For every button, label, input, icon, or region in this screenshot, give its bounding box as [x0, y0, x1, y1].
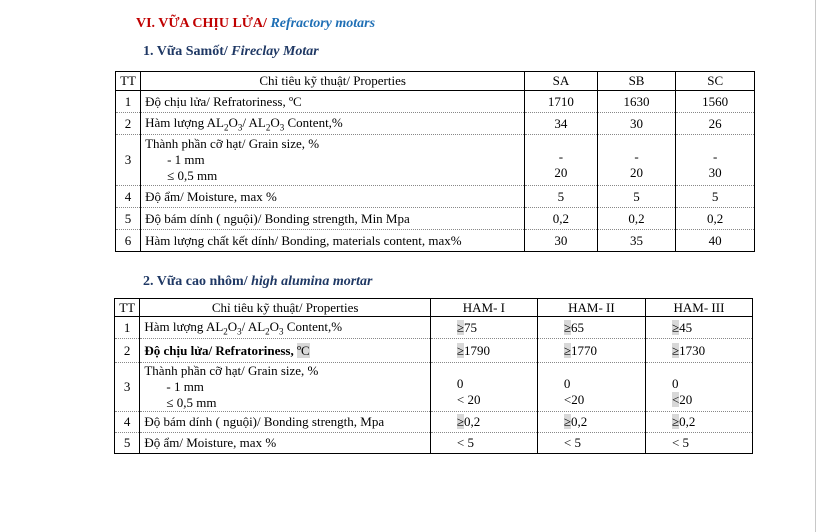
- col-sa: SA: [525, 72, 598, 91]
- subsection-2-title: 2. Vữa cao nhôm/ high alumina mortar: [143, 274, 373, 289]
- col-tt: TT: [116, 72, 141, 91]
- col-properties: Chỉ tiêu kỹ thuật/ Properties: [141, 72, 525, 91]
- page-right-border: [815, 0, 816, 532]
- high-alumina-table: [114, 298, 753, 454]
- table-row: 3 Thành phần cỡ hạt/ Grain size, % - 1 mm ≤ 0,5 mm 0 < 20 0 <20 0 <20: [115, 363, 753, 412]
- table-row: 6 Hàm lượng chất kết dính/ Bonding, materials content, max% 30 35 40: [116, 230, 755, 252]
- table-row: 1 Hàm lượng $AL_2O_3/$ $AL_2O_3$ Content,% ≥75 ≥65 ≥45: [115, 317, 753, 339]
- table-row: 2 Hàm lượng $AL_2O_3/$ $AL_2O_3$ Content,% 34 30 26: [116, 113, 755, 135]
- col-ham-3: HAM- III: [645, 299, 752, 317]
- table-row: 5 Độ bám dính ( nguội)/ Bonding strength, Min Mpa 0,2 0,2 0,2: [116, 208, 755, 230]
- table-row: 1 Độ chịu lửa/ Refratoriness, ºC 1710 1630 1560: [116, 91, 755, 113]
- table-row: 5 Độ ẩm/ Moisture, max % < 5 < 5 < 5: [115, 433, 753, 454]
- col-sc: SC: [676, 72, 755, 91]
- col-sb: SB: [597, 72, 676, 91]
- col-properties: Chỉ tiêu kỹ thuật/ Properties: [140, 299, 431, 317]
- fireclay-table: [115, 71, 755, 252]
- col-tt: TT: [115, 299, 140, 317]
- col-ham-1: HAM- I: [430, 299, 537, 317]
- table-row: 3 Thành phần cỡ hạt/ Grain size, % - 1 mm ≤ 0,5 mm - 20 - 20 - 30: [116, 135, 755, 186]
- table-row: 4 Độ ẩm/ Moisture, max % 5 5 5: [116, 186, 755, 208]
- col-ham-2: HAM- II: [537, 299, 645, 317]
- table-row: 2 Độ chịu lửa/ Refratoriness, ºC ≥1790 ≥1770 ≥1730: [115, 339, 753, 363]
- table-row: 4 Độ bám dính ( nguội)/ Bonding strength, Mpa ≥0,2 ≥0,2 ≥0,2: [115, 412, 753, 433]
- subsection-1-title: 1. Vữa Samốt/ Fireclay Motar: [143, 44, 319, 59]
- section-heading: VI. VỮA CHỊU LỬA/ Refractory motars: [136, 16, 376, 31]
